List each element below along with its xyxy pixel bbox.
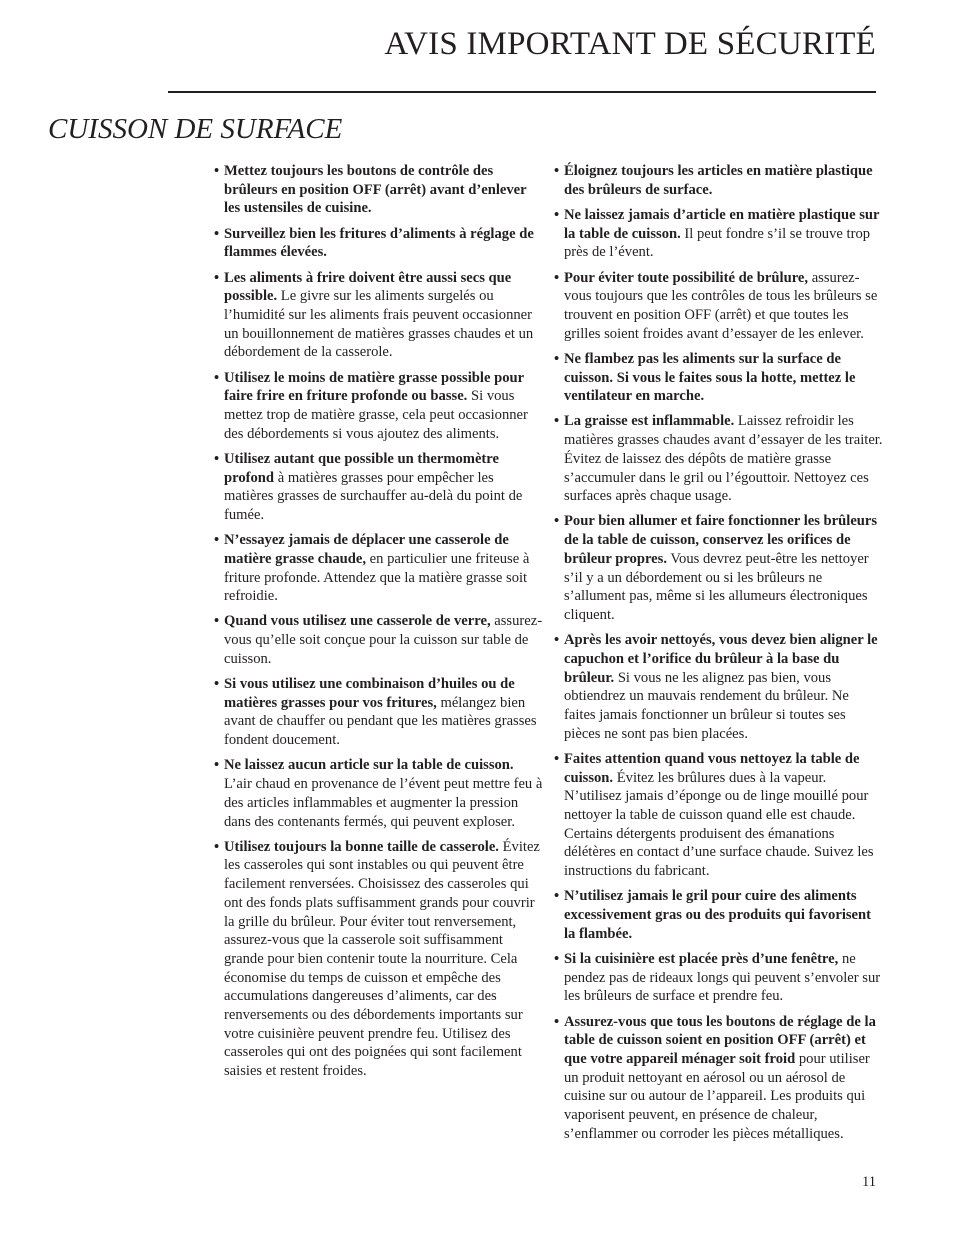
safety-item: [554, 512, 884, 624]
safety-item-text: Laissez refroidir les matières grasses chaudes avant d’essayer de les traiter. Évitez de laissez des dépôts de matière grasse s’accumuler dans le gril ou l’égouttoir. Nettoyez ces surfaces après chaque usage.: [564, 413, 883, 505]
safety-item: [214, 756, 544, 831]
safety-item-bold-text: Quand vous utilisez une casserole de verre,: [224, 613, 491, 630]
safety-item: [214, 838, 544, 1081]
safety-item-bold-text: Assurez-vous que tous les boutons de réglage de la table de cuisson soient en position OFF (arrêt) et que votre appareil ménager soit froid: [564, 1013, 876, 1067]
safety-item: [554, 950, 884, 1006]
safety-item-text: à matières grasses pour empêcher les matières grasses de surchauffer au-delà du point de fumée.: [224, 469, 523, 523]
safety-item: [554, 412, 884, 506]
safety-item-bold-text: Si vous utilisez une combinaison d’huiles ou de matières grasses pour vos fritures,: [224, 676, 515, 711]
safety-item: [214, 612, 544, 668]
safety-item-bold-text: Après les avoir nettoyés, vous devez bien aligner le capuchon et l’orifice du brûleur à la base du brûleur.: [564, 632, 878, 686]
safety-item-text: Il peut fondre s’il se trouve trop près de l’évent.: [564, 225, 871, 261]
safety-item: [214, 450, 544, 525]
safety-item-text: assurez-vous toujours que les contrôles de tous les brûleurs se trouvent en position OFF (arrêt) et que toutes les grilles soient froides avant d’essayer de les enlever.: [564, 269, 878, 342]
safety-item-bold-text: N’utilisez jamais le gril pour cuire des aliments excessivement gras ou des produits qui favorisent la flambée.: [564, 888, 872, 942]
safety-item-bold-text: Ne laissez jamais d’article en matière plastique sur la table de cuisson.: [564, 206, 880, 242]
safety-item: [554, 206, 884, 262]
bullet-icon: •: [554, 950, 560, 967]
section-title: CUISSON DE SURFACE: [48, 113, 343, 145]
right-column: [554, 162, 884, 1150]
safety-item: [214, 675, 544, 750]
page-number: 11: [861, 1174, 876, 1190]
bullet-icon: •: [554, 350, 560, 367]
safety-item-text: ne pendez pas de rideaux longs qui peuvent s’envoler sur les brûleurs de surface et prendre feu.: [564, 950, 881, 1005]
safety-item-text: Évitez les brûlures dues à la vapeur. N’utilisez jamais d’éponge ou de linge mouillé pour nettoyer la table de cuisson quand elle est chaude. Certains détergents produisent des émanations délétères en contact d’une surface chaude. Suivez les instructions du fabricant.: [564, 769, 874, 880]
safety-item: [214, 225, 544, 262]
bullet-icon: •: [554, 750, 560, 767]
bullet-icon: •: [214, 163, 220, 179]
safety-item: [214, 162, 544, 218]
bullet-icon: •: [214, 838, 220, 855]
safety-item-text: mélangez bien avant de chauffer ou pendant que les matières grasses fondent doucement.: [224, 694, 537, 749]
bullet-icon: •: [554, 888, 560, 905]
safety-item-bold-text: N’essayez jamais de déplacer une casserole de matière grasse chaude,: [224, 532, 509, 567]
bullet-icon: •: [214, 225, 220, 242]
safety-item: [554, 631, 884, 743]
safety-item: [214, 369, 544, 444]
safety-item: [214, 531, 544, 606]
bullet-icon: •: [554, 163, 560, 179]
safety-item-bold-text: Les aliments à frire doivent être aussi secs que possible.: [224, 269, 512, 305]
safety-item: [554, 162, 884, 199]
bullet-icon: •: [554, 1013, 560, 1030]
safety-item: [554, 1013, 884, 1144]
safety-item-bold-text: Utilisez autant que possible un thermomètre profond: [224, 450, 499, 486]
safety-item-bold-text: Ne laissez aucun article sur la table de cuisson.: [224, 757, 514, 774]
safety-item-text: pour utiliser un produit nettoyant en aérosol ou un aérosol de cuisine sur ou autour de l’appareil. Les produits qui vaporisent peuvent, en présence de chaleur, s’enflammer ou corroder les pièces métalliques.: [564, 1050, 870, 1142]
safety-item-bold-text: Ne flambez pas les aliments sur la surface de cuisson. Si vous le faites sous la hotte, mettez le ventilateur en marche.: [564, 350, 856, 405]
safety-item-bold-text: Mettez toujours les boutons de contrôle des brûleurs en position OFF (arrêt) avant d’enlever les ustensiles de cuisine.: [224, 163, 527, 217]
safety-item-bold-text: Pour bien allumer et faire fonctionner les brûleurs de la table de cuisson, conservez les orifices de brûleur propres.: [564, 513, 878, 567]
safety-item-bold-text: Pour éviter toute possibilité de brûlure,: [564, 269, 809, 286]
bullet-icon: •: [214, 450, 220, 467]
bullet-icon: •: [214, 757, 220, 774]
safety-item-bold-text: Utilisez le moins de matière grasse possible pour faire frire en friture profonde ou basse.: [224, 369, 524, 405]
safety-item-bold-text: La graisse est inflammable.: [564, 413, 735, 430]
safety-item-text: Le givre sur les aliments surgelés ou l’humidité sur les aliments frais peuvent occasionner un bouillonnement de matières grasses chaudes et un débordement de la casserole.: [224, 288, 534, 361]
page-header-title: AVIS IMPORTANT DE SÉCURITÉ: [384, 26, 876, 62]
left-column: [214, 162, 544, 1087]
bullet-icon: •: [554, 269, 560, 286]
safety-item: [554, 269, 884, 344]
bullet-icon: •: [214, 613, 220, 630]
safety-item-text: Si vous ne les alignez pas bien, vous obtiendrez un mauvais rendement du brûleur. Ne faites jamais fonctionner un brûleur si toutes ses pièces ne sont pas bien placées.: [564, 669, 849, 742]
safety-item-text: Évitez les casseroles qui sont instables ou qui peuvent être facilement renversées. Choisissez des casseroles qui ont des fonds plats suffisamment grands pour couvrir la grille du brûleur. Pour éviter tout renversement, assurez-vous que la casserole soit suffisamment grande pour bien contenir toute la nourriture. Cela économise du temps de cuisson et empêche des accumulations dangereuses d’aliments, car des renversements ou des débordements importants sur votre cuisinière peuvent prendre feu. Utilisez des casseroles qui ont des poignées qui sont facilement saisies et restent froides.: [224, 838, 540, 1080]
bullet-icon: •: [554, 206, 560, 223]
safety-item-bold-text: Éloignez toujours les articles en matière plastique des brûleurs de surface.: [564, 163, 873, 198]
bullet-icon: •: [554, 413, 560, 430]
safety-item-text: Si vous mettez trop de matière grasse, cela peut occasionner des débordements si vous ajoutez des aliments.: [224, 388, 528, 442]
safety-item: [214, 269, 544, 363]
bullet-icon: •: [214, 532, 220, 549]
header-divider: [168, 91, 876, 93]
safety-item-text: L’air chaud en provenance de l’évent peut mettre feu à des articles inflammables et augmenter la pression dans des contenants fermés, qui peuvent exploser.: [224, 776, 543, 830]
bullet-icon: •: [214, 369, 220, 386]
bullet-icon: •: [554, 513, 560, 530]
safety-item: [554, 350, 884, 406]
safety-item-text: assurez-vous qu’elle soit conçue pour la cuisson sur table de cuisson.: [224, 613, 543, 667]
safety-item: [554, 750, 884, 881]
safety-item-bold-text: Faites attention quand vous nettoyez la table de cuisson.: [564, 750, 860, 786]
safety-item-bold-text: Utilisez toujours la bonne taille de casserole.: [224, 838, 499, 855]
safety-item-bold-text: Si la cuisinière est placée près d’une fenêtre,: [564, 950, 839, 967]
safety-item-text: en particulier une friteuse à friture profonde. Attendez que la matière grasse soit refroidie.: [224, 550, 530, 605]
bullet-icon: •: [214, 269, 220, 286]
bullet-icon: •: [554, 632, 560, 649]
safety-item-text: Vous devrez peut-être les nettoyer s’il y a un débordement ou si les brûleurs ne s’allument pas, même si les allumeurs électroniques cliquent.: [564, 550, 869, 623]
bullet-icon: •: [214, 676, 220, 693]
safety-item: [554, 887, 884, 943]
safety-item-bold-text: Surveillez bien les fritures d’aliments à réglage de flammes élevées.: [224, 225, 534, 261]
